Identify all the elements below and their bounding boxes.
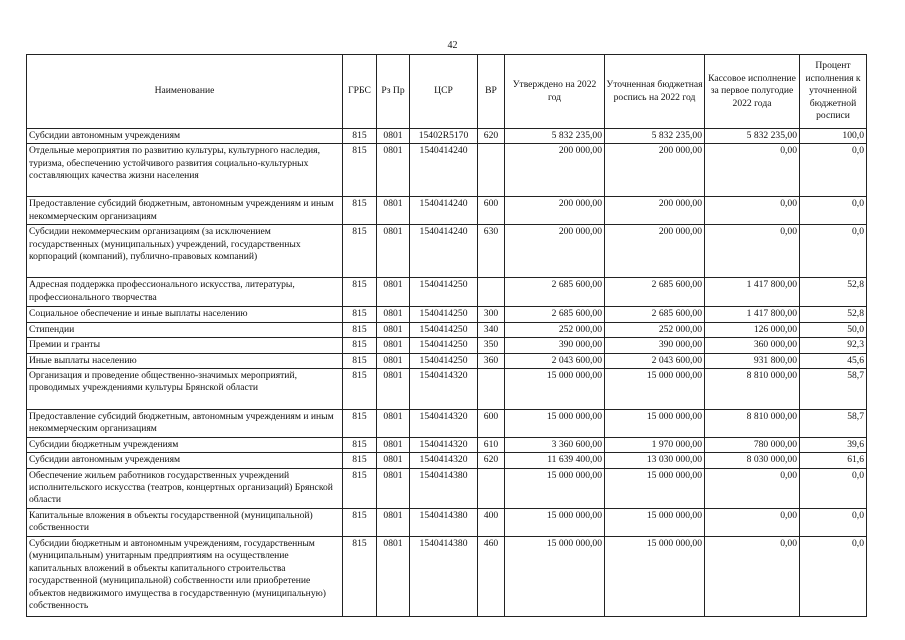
row-percent: 52,8 (800, 307, 867, 322)
row-approved: 2 685 600,00 (505, 307, 605, 322)
row-approved: 252 000,00 (505, 322, 605, 337)
row-approved: 390 000,00 (505, 338, 605, 353)
row-percent: 0,0 (800, 225, 867, 278)
row-specified: 2 043 600,00 (605, 353, 705, 368)
row-csr: 1540414380 (410, 468, 478, 508)
row-name: Стипендии (27, 322, 343, 337)
table-row (27, 225, 867, 278)
row-percent: 52,8 (800, 278, 867, 307)
row-grbs: 815 (343, 307, 377, 322)
row-vr: 300 (478, 307, 505, 322)
row-vr: 620 (478, 453, 505, 468)
table-row (27, 453, 867, 468)
row-name: Субсидии автономным учреждениям (27, 129, 343, 144)
row-specified: 252 000,00 (605, 322, 705, 337)
row-csr: 1540414320 (410, 369, 478, 410)
table-row (27, 353, 867, 368)
row-rzpr: 0801 (377, 437, 410, 452)
row-approved: 15 000 000,00 (505, 410, 605, 438)
row-grbs: 815 (343, 278, 377, 307)
row-vr: 620 (478, 129, 505, 144)
row-grbs: 815 (343, 129, 377, 144)
row-name: Субсидии бюджетным учреждениям (27, 437, 343, 452)
row-grbs: 815 (343, 453, 377, 468)
row-cash: 360 000,00 (705, 338, 800, 353)
table-row (27, 338, 867, 353)
header-vr: ВР (478, 55, 505, 129)
row-cash: 1 417 800,00 (705, 307, 800, 322)
row-specified: 390 000,00 (605, 338, 705, 353)
header-csr: ЦСР (410, 55, 478, 129)
row-approved: 15 000 000,00 (505, 536, 605, 616)
row-cash: 0,00 (705, 468, 800, 508)
row-grbs: 815 (343, 144, 377, 197)
row-approved: 3 360 600,00 (505, 437, 605, 452)
row-vr: 630 (478, 225, 505, 278)
row-percent: 0,0 (800, 144, 867, 197)
row-percent: 0,0 (800, 536, 867, 616)
row-grbs: 815 (343, 197, 377, 225)
header-cash: Кассовое исполнение за первое полугодие 2022 года (705, 55, 800, 129)
row-name: Предоставление субсидий бюджетным, автономным учреждениям и иным некоммерческим организациям (27, 410, 343, 438)
table-row (27, 508, 867, 536)
row-csr: 1540414250 (410, 353, 478, 368)
row-grbs: 815 (343, 369, 377, 410)
row-rzpr: 0801 (377, 225, 410, 278)
row-grbs: 815 (343, 353, 377, 368)
table-row (27, 278, 867, 307)
row-specified: 15 000 000,00 (605, 508, 705, 536)
header-grbs: ГРБС (343, 55, 377, 129)
row-percent: 58,7 (800, 410, 867, 438)
row-rzpr: 0801 (377, 322, 410, 337)
row-specified: 1 970 000,00 (605, 437, 705, 452)
row-grbs: 815 (343, 437, 377, 452)
row-cash: 1 417 800,00 (705, 278, 800, 307)
row-vr: 600 (478, 410, 505, 438)
row-specified: 15 000 000,00 (605, 536, 705, 616)
row-name: Отдельные мероприятия по развитию культуры, культурного наследия, туризма, обеспечению устойчивого развития социально-культурных составляющих качества жизни населения (27, 144, 343, 197)
row-csr: 1540414380 (410, 508, 478, 536)
row-name: Социальное обеспечение и иные выплаты населению (27, 307, 343, 322)
row-percent: 58,7 (800, 369, 867, 410)
row-specified: 200 000,00 (605, 197, 705, 225)
row-approved: 5 832 235,00 (505, 129, 605, 144)
row-cash: 0,00 (705, 225, 800, 278)
row-approved: 15 000 000,00 (505, 468, 605, 508)
row-rzpr: 0801 (377, 129, 410, 144)
row-cash: 780 000,00 (705, 437, 800, 452)
row-cash: 8 810 000,00 (705, 369, 800, 410)
row-name: Предоставление субсидий бюджетным, автономным учреждениям и иным некоммерческим организациям (27, 197, 343, 225)
row-rzpr: 0801 (377, 468, 410, 508)
row-specified: 200 000,00 (605, 144, 705, 197)
row-cash: 0,00 (705, 144, 800, 197)
row-name: Капитальные вложения в объекты государственной (муниципальной) собственности (27, 508, 343, 536)
header-name: Наименование (27, 55, 343, 129)
row-specified: 15 000 000,00 (605, 369, 705, 410)
row-specified: 13 030 000,00 (605, 453, 705, 468)
table-row (27, 369, 867, 410)
row-name: Премии и гранты (27, 338, 343, 353)
row-csr: 1540414250 (410, 278, 478, 307)
header-approved: Утверждено на 2022 год (505, 55, 605, 129)
row-csr: 1540414380 (410, 536, 478, 616)
budget-table (26, 54, 867, 617)
row-csr: 1540414250 (410, 307, 478, 322)
row-name: Иные выплаты населению (27, 353, 343, 368)
row-cash: 8 810 000,00 (705, 410, 800, 438)
row-name: Адресная поддержка профессионального искусства, литературы, профессионального творчества (27, 278, 343, 307)
row-cash: 5 832 235,00 (705, 129, 800, 144)
row-rzpr: 0801 (377, 278, 410, 307)
table-row (27, 322, 867, 337)
row-rzpr: 0801 (377, 369, 410, 410)
row-rzpr: 0801 (377, 453, 410, 468)
row-csr: 15402R5170 (410, 129, 478, 144)
row-name: Субсидии автономным учреждениям (27, 453, 343, 468)
row-percent: 0,0 (800, 197, 867, 225)
table-row (27, 536, 867, 616)
row-csr: 1540414250 (410, 338, 478, 353)
row-csr: 1540414320 (410, 410, 478, 438)
row-cash: 0,00 (705, 536, 800, 616)
row-csr: 1540414320 (410, 437, 478, 452)
table-row (27, 144, 867, 197)
row-specified: 15 000 000,00 (605, 468, 705, 508)
row-specified: 2 685 600,00 (605, 278, 705, 307)
row-grbs: 815 (343, 536, 377, 616)
row-cash: 0,00 (705, 197, 800, 225)
row-rzpr: 0801 (377, 338, 410, 353)
row-name: Обеспечение жильем работников государственных учреждений исполнительского искусства (театров, концертных организаций) Брянской области (27, 468, 343, 508)
row-vr: 360 (478, 353, 505, 368)
row-approved: 11 639 400,00 (505, 453, 605, 468)
row-approved: 200 000,00 (505, 197, 605, 225)
row-rzpr: 0801 (377, 197, 410, 225)
row-approved: 200 000,00 (505, 225, 605, 278)
row-grbs: 815 (343, 468, 377, 508)
row-vr: 340 (478, 322, 505, 337)
row-grbs: 815 (343, 508, 377, 536)
row-vr (478, 144, 505, 197)
row-grbs: 815 (343, 338, 377, 353)
row-name: Организация и проведение общественно-значимых мероприятий, проводимых учреждениями культуры Брянской области (27, 369, 343, 410)
row-cash: 126 000,00 (705, 322, 800, 337)
row-approved: 200 000,00 (505, 144, 605, 197)
row-rzpr: 0801 (377, 144, 410, 197)
row-percent: 0,0 (800, 468, 867, 508)
row-approved: 2 043 600,00 (505, 353, 605, 368)
row-cash: 931 800,00 (705, 353, 800, 368)
table-row (27, 437, 867, 452)
row-percent: 100,0 (800, 129, 867, 144)
row-cash: 8 030 000,00 (705, 453, 800, 468)
row-rzpr: 0801 (377, 410, 410, 438)
row-rzpr: 0801 (377, 353, 410, 368)
row-approved: 15 000 000,00 (505, 508, 605, 536)
row-csr: 1540414240 (410, 225, 478, 278)
row-csr: 1540414240 (410, 197, 478, 225)
row-percent: 45,6 (800, 353, 867, 368)
row-vr: 400 (478, 508, 505, 536)
row-vr (478, 468, 505, 508)
row-rzpr: 0801 (377, 536, 410, 616)
row-name: Субсидии некоммерческим организациям (за исключением государственных (муниципальных) учреждений, государственных корпораций (компаний), публично-правовых компаний) (27, 225, 343, 278)
table-row (27, 129, 867, 144)
row-specified: 2 685 600,00 (605, 307, 705, 322)
row-name: Субсидии бюджетным и автономным учреждениям, государственным (муниципальным) унитарным предприятиям на осуществление капитальных вложений в объекты капитального строительства государственной (муниципальной) собственности или приобретение объектов недвижимого имущества в государственную (муниципальную) собственность (27, 536, 343, 616)
row-vr (478, 278, 505, 307)
row-percent: 92,3 (800, 338, 867, 353)
row-grbs: 815 (343, 410, 377, 438)
row-percent: 0,0 (800, 508, 867, 536)
row-specified: 15 000 000,00 (605, 410, 705, 438)
table-row (27, 197, 867, 225)
table-body (27, 129, 867, 617)
row-approved: 15 000 000,00 (505, 369, 605, 410)
row-percent: 61,6 (800, 453, 867, 468)
header-specified: Уточненная бюджетная роспись на 2022 год (605, 55, 705, 129)
table-row (27, 307, 867, 322)
row-cash: 0,00 (705, 508, 800, 536)
row-grbs: 815 (343, 225, 377, 278)
row-percent: 50,0 (800, 322, 867, 337)
row-vr: 350 (478, 338, 505, 353)
row-vr: 600 (478, 197, 505, 225)
row-csr: 1540414240 (410, 144, 478, 197)
row-specified: 5 832 235,00 (605, 129, 705, 144)
row-percent: 39,6 (800, 437, 867, 452)
row-rzpr: 0801 (377, 508, 410, 536)
row-vr (478, 369, 505, 410)
row-approved: 2 685 600,00 (505, 278, 605, 307)
header-rzpr: Рз Пр (377, 55, 410, 129)
row-specified: 200 000,00 (605, 225, 705, 278)
row-vr: 610 (478, 437, 505, 452)
table-row (27, 410, 867, 438)
page-number: 42 (447, 40, 458, 51)
row-csr: 1540414250 (410, 322, 478, 337)
row-vr: 460 (478, 536, 505, 616)
header-row (27, 55, 867, 129)
row-rzpr: 0801 (377, 307, 410, 322)
table-row (27, 468, 867, 508)
header-percent: Процент исполнения к уточненной бюджетной росписи (800, 55, 867, 129)
row-csr: 1540414320 (410, 453, 478, 468)
row-grbs: 815 (343, 322, 377, 337)
